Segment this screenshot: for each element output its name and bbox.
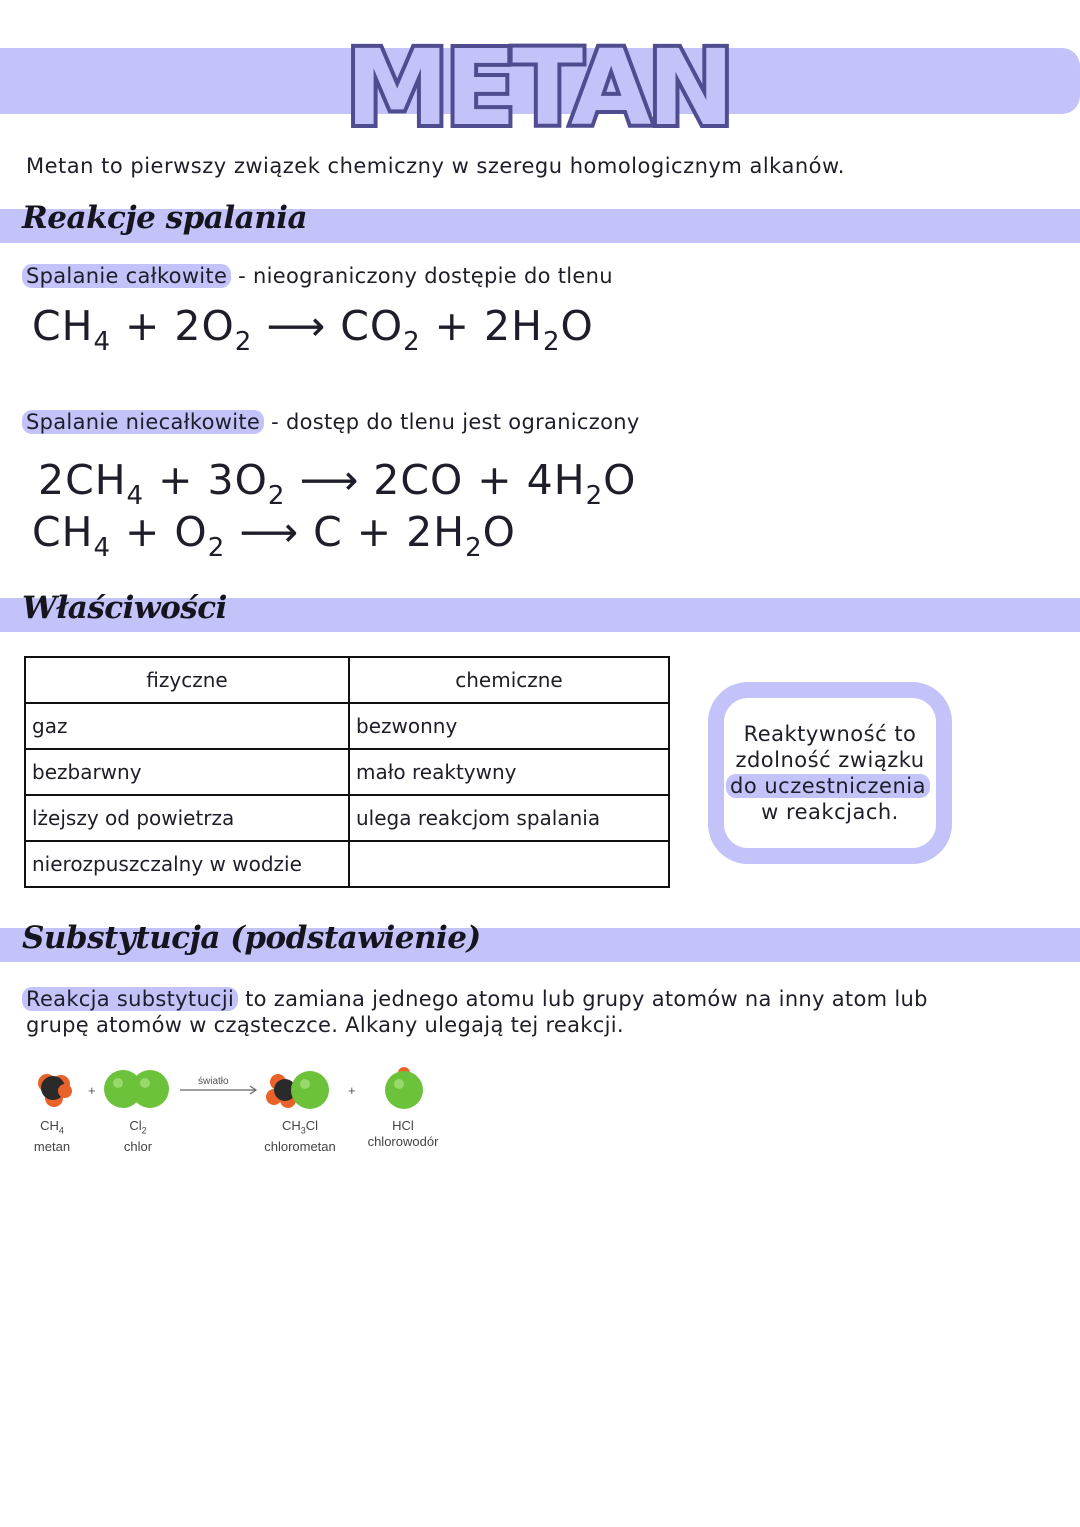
eq-sub: 4: [93, 327, 112, 357]
chlorine-label: [108, 1118, 168, 1155]
eq-part: CO: [340, 302, 404, 350]
plus-sign: +: [88, 1083, 96, 1098]
column-header-physical: fizyczne: [25, 657, 349, 703]
eq-sub: 2: [585, 481, 604, 511]
table-row: [25, 841, 669, 887]
eq-sub: 2: [234, 327, 253, 357]
formula: CH: [40, 1118, 59, 1133]
eq-part: CH: [32, 302, 94, 350]
formula-sub: 3: [300, 1125, 306, 1136]
eq-part: O: [560, 302, 594, 350]
substitution-line-2: grupę atomów w cząsteczce. Alkany ulegają tej reakcji.: [26, 1013, 624, 1037]
intro-text: Metan to pierwszy związek chemiczny w szeregu homologicznym alkanów.: [26, 154, 845, 178]
column-header-chemical: chemiczne: [349, 657, 669, 703]
eq-sub: 2: [267, 481, 286, 511]
molecule-name: chlorowodór: [367, 1134, 439, 1149]
chloromethane-label: [255, 1118, 345, 1155]
properties-heading: Właściwości: [22, 590, 227, 626]
eq-part: 2CH: [38, 456, 127, 504]
substitution-heading: Substytucja (podstawienie): [22, 920, 481, 956]
plus-sign: +: [348, 1083, 356, 1098]
substitution-line-1: [26, 986, 928, 1012]
eq-part: O: [603, 456, 637, 504]
eq-part: O: [482, 508, 516, 556]
light-label: światło: [198, 1076, 229, 1087]
light-arrow: [180, 1086, 256, 1094]
table-cell: lżejszy od powietrza: [25, 795, 349, 841]
methane-label: [22, 1118, 82, 1155]
complete-combustion-equation: [32, 302, 594, 357]
note-line: do uczestniczenia: [726, 774, 930, 798]
eq-sub: 2: [403, 327, 421, 357]
eq-part: + 2H: [420, 302, 543, 350]
table-cell: bezwonny: [349, 703, 669, 749]
complete-combustion-definition: - nieograniczony dostępie do tlenu: [238, 264, 613, 288]
eq-sub: 2: [542, 327, 561, 357]
incomplete-combustion-equation-2: [32, 508, 516, 563]
table-cell: mało reaktywny: [349, 749, 669, 795]
note-line: w reakcjach.: [761, 800, 899, 824]
hydrogen-chloride-label: [358, 1118, 448, 1150]
eq-sub: 2: [465, 533, 483, 563]
substitution-definition: [26, 986, 928, 1038]
note-line-highlighted: [730, 773, 930, 799]
formula: Cl: [305, 1118, 319, 1133]
incomplete-combustion-term: Spalanie niecałkowite: [22, 410, 264, 434]
formula: CH: [281, 1118, 301, 1133]
incomplete-combustion-equation-1: [38, 456, 637, 511]
eq-part: C + 2H: [313, 508, 466, 556]
substitution-diagram: [20, 1060, 480, 1170]
molecule-name: chlor: [123, 1138, 153, 1154]
hydrogen-chloride-molecule-icon: [385, 1067, 423, 1109]
table-row: [25, 749, 669, 795]
eq-sub: 4: [126, 481, 145, 511]
page-title: METAN: [345, 27, 731, 149]
eq-part: 2CO + 4H: [373, 456, 586, 504]
table-cell: [349, 841, 669, 887]
incomplete-combustion-definition: - dostęp do tlenu jest ograniczony: [271, 410, 640, 434]
complete-combustion-line: [26, 264, 613, 288]
chlorine-molecule-icon: [104, 1070, 169, 1108]
complete-combustion-term: Spalanie całkowite: [22, 264, 231, 288]
table-row: [25, 703, 669, 749]
table-header-row: [25, 657, 669, 703]
note-line: Reaktywność to: [743, 722, 917, 746]
molecule-name: chlorometan: [264, 1138, 336, 1154]
eq-part: + 3O: [144, 456, 268, 504]
eq-part: + 2O: [111, 302, 235, 350]
table-cell: gaz: [25, 703, 349, 749]
formula: Cl: [129, 1118, 142, 1133]
properties-table: [24, 656, 670, 888]
formula-sub: 2: [141, 1125, 147, 1136]
chloromethane-molecule-icon: [266, 1071, 329, 1109]
table-cell: bezbarwny: [25, 749, 349, 795]
table-cell: ulega reakcjom spalania: [349, 795, 669, 841]
reaction-arrow: ⟶: [225, 508, 314, 556]
note-line: zdolność związku: [735, 748, 925, 772]
eq-part: CH: [32, 508, 94, 556]
combustion-heading: Reakcje spalania: [22, 200, 308, 236]
methane-molecule-icon: [38, 1074, 72, 1107]
table-cell: nierozpuszczalny w wodzie: [25, 841, 349, 887]
molecule-name: metan: [33, 1138, 71, 1154]
formula: HCl: [392, 1118, 414, 1133]
eq-sub: 4: [93, 533, 112, 563]
reactivity-note-bubble: [708, 682, 952, 864]
reaction-arrow: ⟶: [252, 302, 341, 350]
incomplete-combustion-line: [26, 410, 640, 434]
reactivity-note: [730, 721, 930, 825]
eq-sub: 2: [207, 533, 226, 563]
formula-sub: 4: [58, 1125, 64, 1136]
reaction-arrow: ⟶: [285, 456, 374, 504]
table-row: [25, 795, 669, 841]
substitution-term: Reakcja substytucji: [22, 987, 238, 1011]
eq-part: + O: [111, 508, 208, 556]
substitution-text: to zamiana jednego atomu lub grupy atomów na inny atom lub: [238, 987, 928, 1011]
